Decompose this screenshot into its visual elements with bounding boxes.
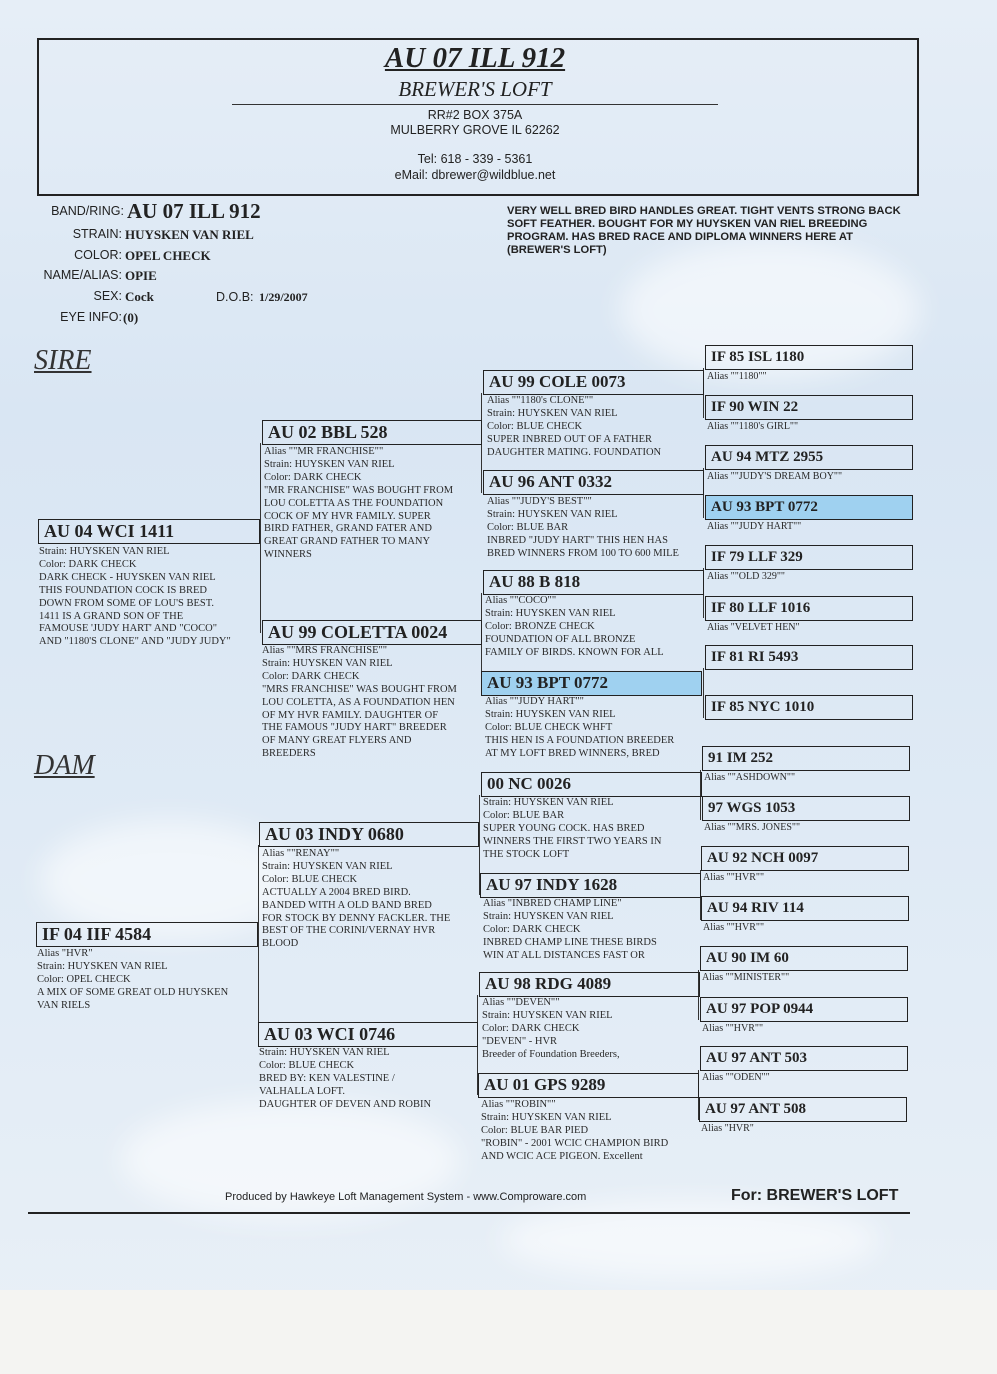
g4-alias-13: Alias ""MINISTER"": [702, 972, 790, 983]
name-value: OPIE: [125, 268, 157, 283]
g4-alias-9: Alias ""ASHDOWN"": [704, 772, 796, 783]
sire-dam-info: Alias ""MRS FRANCHISE"" Strain: HUYSKEN VAN RIEL Color: DARK CHECK "MRS FRANCHISE" WAS BOUGHT FROM LOU COLETTA, AS A FOUNDATION HEN OF MY HVR FAMILY. DAUGHTER OF THE FAMOUS "JUDY HART" BREEDER OF MANY GREAT FLYERS AND BREEDERS: [262, 645, 457, 760]
g4-alias-6: Alias "VELVET HEN": [707, 622, 800, 633]
dam-band: IF 04 IIF 4584: [36, 922, 258, 947]
dam-sire-band: AU 03 INDY 0680: [259, 822, 479, 847]
g4-band-10: 97 WGS 1053: [702, 796, 910, 821]
footer-rule: [28, 1212, 910, 1214]
telephone: Tel: 618 - 339 - 5361: [417, 152, 533, 166]
dam-dam-info: Strain: HUYSKEN VAN RIEL Color: BLUE CHECK BRED BY: KEN VALESTINE / VALHALLA LOFT. DAUGHTER OF DEVEN AND ROBIN: [259, 1047, 432, 1110]
sex-label: SEX:: [93, 289, 122, 303]
for-loft: For: BREWER'S LOFT: [731, 1187, 899, 1204]
pedigree-band-title: AU 07 ILL 912: [384, 42, 566, 74]
name-label: NAME/ALIAS:: [43, 268, 122, 282]
dam-section-label: DAM: [34, 750, 95, 781]
sex-value: Cock: [125, 289, 154, 304]
g4-band-13: AU 90 IM 60: [700, 946, 908, 971]
g3-info-8: Alias ""ROBIN"" Strain: HUYSKEN VAN RIEL Color: BLUE BAR PIED "ROBIN" - 2001 WCIC CHAMPION BIRD AND WCIC ACE PIGEON. Excellent: [481, 1099, 669, 1162]
color-label: COLOR:: [74, 248, 122, 262]
header-rule: [232, 104, 718, 105]
g4-band-2: IF 90 WIN 22: [705, 395, 913, 420]
g4-alias-4: Alias ""JUDY HART"": [707, 521, 802, 532]
address-line-1: RR#2 BOX 375A: [427, 108, 523, 122]
dam-info: Alias "HVR" Strain: HUYSKEN VAN RIEL Color: OPEL CHECK A MIX OF SOME GREAT OLD HUYSKEN VAN RIELS: [37, 948, 229, 1011]
address-line-2: MULBERRY GROVE IL 62262: [390, 123, 560, 137]
band-label: BAND/RING:: [51, 204, 124, 218]
g3-band-7: AU 98 RDG 4089: [479, 972, 700, 997]
sire-info: Strain: HUYSKEN VAN RIEL Color: DARK CHECK DARK CHECK - HUYSKEN VAN RIEL THIS FOUNDATION COCK IS BRED DOWN FROM SOME OF LOU'S BEST. 1411 IS A GRAND SON OF THE FAMOUSE 'JUDY HART' AND "COCO" AND "1180'S CLONE" AND "JUDY JUDY": [39, 546, 231, 648]
connector: [260, 443, 261, 633]
dam-sire-info: Alias ""RENAY"" Strain: HUYSKEN VAN RIEL Color: BLUE CHECK ACTUALLY A 2004 BRED BIRD. BANDED WITH A OLD BAND BRED FOR STOCK BY DENNY FACKLER. THE BEST OF THE CORINI/VERNAY HVR BLOOD: [262, 848, 451, 950]
g4-alias-3: Alias ""JUDY'S DREAM BOY"": [707, 471, 843, 482]
sire-section-label: SIRE: [34, 345, 92, 376]
strain-value: HUYSKEN VAN RIEL: [125, 227, 254, 242]
dob-value: 1/29/2007: [259, 290, 308, 304]
g4-band-15: AU 97 ANT 503: [700, 1046, 908, 1071]
eye-label: EYE INFO:: [60, 310, 122, 324]
g4-alias-15: Alias ""ODEN"": [702, 1072, 770, 1083]
g4-alias-1: Alias ""1180"": [707, 371, 767, 382]
g3-info-3: Alias ""COCO"" Strain: HUYSKEN VAN RIEL Color: BRONZE CHECK FOUNDATION OF ALL BRONZE FAMILY OF BIRDS. KNOWN FOR ALL: [485, 595, 664, 658]
g4-band-9: 91 IM 252: [702, 746, 910, 771]
g4-alias-12: Alias ""HVR"": [703, 922, 765, 933]
sire-dam-band: AU 99 COLETTA 0024: [262, 620, 482, 645]
g4-band-16: AU 97 ANT 508: [699, 1097, 907, 1122]
g4-band-12: AU 94 RIV 114: [701, 896, 909, 921]
g3-info-5: Strain: HUYSKEN VAN RIEL Color: BLUE BAR SUPER YOUNG COCK. HAS BRED WINNERS THE FIRST TWO YEARS IN THE STOCK LOFT: [483, 797, 662, 860]
email: eMail: dbrewer@wildblue.net: [394, 168, 556, 182]
g3-band-1: AU 99 COLE 0073: [483, 370, 704, 395]
strain-label: STRAIN:: [72, 227, 122, 241]
connector: [258, 845, 259, 1035]
bird-notes: VERY WELL BRED BIRD HANDLES GREAT. TIGHT VENTS STRONG BACK SOFT FEATHER. BOUGHT FOR MY HUYSKEN VAN RIEL BREEDING PROGRAM. HAS BRED RACE AND DIPLOMA WINNERS HERE AT (BREWER'S LOFT): [507, 205, 901, 256]
loft-name: BREWER'S LOFT: [398, 77, 552, 101]
color-value: OPEL CHECK: [125, 248, 211, 263]
g3-band-2: AU 96 ANT 0332: [483, 470, 704, 495]
sire-sire-band: AU 02 BBL 528: [262, 420, 482, 445]
g4-band-7: IF 81 RI 5493: [705, 645, 913, 670]
g3-info-7: Alias ""DEVEN"" Strain: HUYSKEN VAN RIEL Color: DARK CHECK "DEVEN" - HVR Breeder of Foundation Breeders,: [482, 997, 620, 1060]
connector: [703, 668, 704, 718]
g4-band-6: IF 80 LLF 1016: [705, 596, 913, 621]
g4-alias-10: Alias ""MRS. JONES"": [704, 822, 801, 833]
g4-band-5: IF 79 LLF 329: [705, 545, 913, 570]
g4-band-11: AU 92 NCH 0097: [701, 846, 909, 871]
g3-band-3: AU 88 B 818: [483, 570, 704, 595]
sire-band: AU 04 WCI 1411: [38, 519, 260, 544]
g3-band-5: 00 NC 0026: [481, 772, 702, 797]
g3-info-2: Alias ""JUDY'S BEST"" Strain: HUYSKEN VAN RIEL Color: BLUE BAR INBRED "JUDY HART" THIS HEN HAS BRED WINNERS FROM 100 TO 600 MILE: [487, 496, 679, 559]
g4-alias-2: Alias ""1180's GIRL"": [707, 421, 799, 432]
g4-band-3: AU 94 MTZ 2955: [705, 445, 913, 470]
g3-band-8: AU 01 GPS 9289: [478, 1073, 699, 1098]
g3-band-4: AU 93 BPT 0772: [481, 671, 702, 696]
paper-margin: [0, 1290, 997, 1374]
dam-dam-band: AU 03 WCI 0746: [258, 1022, 478, 1047]
g3-info-6: Alias "INBRED CHAMP LINE" Strain: HUYSKEN VAN RIEL Color: DARK CHECK INBRED CHAMP LINE THESE BIRDS WIN AT ALL DISTANCES FAST OR: [483, 898, 657, 961]
g4-alias-14: Alias ""HVR"": [702, 1023, 764, 1034]
g4-alias-5: Alias ""OLD 329"": [707, 571, 785, 582]
g4-band-1: IF 85 ISL 1180: [705, 345, 913, 370]
dob-label: D.O.B:: [216, 290, 254, 304]
sire-sire-info: Alias ""MR FRANCHISE"" Strain: HUYSKEN VAN RIEL Color: DARK CHECK "MR FRANCHISE" WAS BOUGHT FROM LOU COLETTA AS THE FOUNDATION COCK OF MY HVR FAMILY. SUPER BIRD FATHER, GRAND FATER AND GREAT GRAND FATHER TO MANY WINNERS: [264, 446, 454, 561]
g3-info-1: Alias ""1180's CLONE"" Strain: HUYSKEN VAN RIEL Color: BLUE CHECK SUPER INBRED OUT OF A FATHER DAUGHTER MATING. FOUNDATION: [487, 395, 662, 458]
band-value: AU 07 ILL 912: [127, 199, 261, 223]
g4-alias-16: Alias "HVR": [701, 1123, 754, 1134]
g4-band-8: IF 85 NYC 1010: [705, 695, 913, 720]
produced-by: Produced by Hawkeye Loft Management System - www.Comproware.com: [225, 1191, 587, 1203]
g4-alias-11: Alias ""HVR"": [703, 872, 765, 883]
eye-value: (0): [123, 310, 139, 325]
g3-info-4: Alias ""JUDY HART"" Strain: HUYSKEN VAN RIEL Color: BLUE CHECK WHFT THIS HEN IS A FOUNDATION BREEDER AT MY LOFT BRED WINNERS, BRED: [485, 696, 675, 759]
g3-band-6: AU 97 INDY 1628: [480, 873, 701, 898]
g4-band-14: AU 97 POP 0944: [700, 997, 908, 1022]
g4-band-4: AU 93 BPT 0772: [705, 495, 913, 520]
